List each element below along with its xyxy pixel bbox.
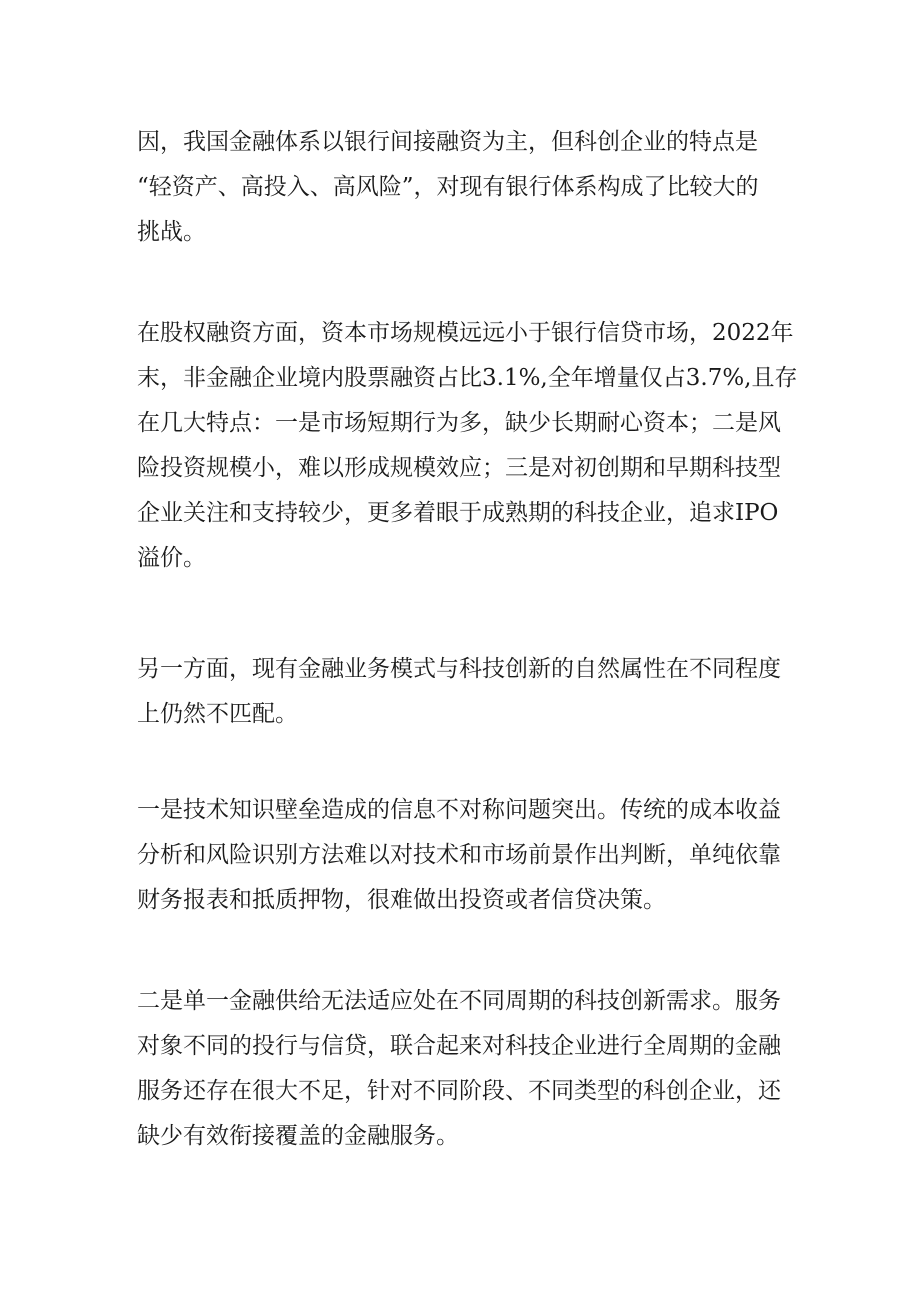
text-line: 上仍然不匹配。 [137, 701, 298, 727]
text-line: 溢价。 [137, 545, 206, 571]
text-line: 另一方面，现有金融业务模式与科技创新的自然属性在不同程度 [137, 656, 781, 682]
paragraph-single-supply [137, 979, 781, 1159]
paragraph-information-asymmetry [137, 788, 781, 923]
text-line: 服务还存在很大不足，针对不同阶段、不同类型的科创企业，还 [137, 1078, 781, 1104]
text-line: 险投资规模小，难以形成规模效应；三是对初创期和早期科技型 [137, 455, 781, 481]
text-line: 因，我国金融体系以银行间接融资为主，但科创企业的特点是 [137, 129, 758, 155]
text-line: 分析和风险识别方法难以对技术和市场前景作出判断，单纯依靠 [137, 842, 781, 868]
paragraph-equity-financing [137, 311, 798, 581]
text-line: 缺少有效衔接覆盖的金融服务。 [137, 1123, 459, 1149]
text-line: 企业关注和支持较少，更多着眼于成熟期的科技企业，追求IPO [137, 500, 779, 526]
paragraph-business-model-mismatch [137, 647, 781, 737]
text-line: 在几大特点：一是市场短期行为多，缺少长期耐心资本；二是风 [137, 410, 781, 436]
text-line: 二是单一金融供给无法适应处在不同周期的科技创新需求。服务 [137, 988, 781, 1014]
text-line: 一是技术知识壁垒造成的信息不对称问题突出。传统的成本收益 [137, 797, 781, 823]
text-line: 挑战。 [137, 219, 206, 245]
paragraph-bank-financing [137, 120, 759, 255]
text-line: 在股权融资方面，资本市场规模远远小于银行信贷市场，2022年 [137, 320, 794, 346]
text-line: 财务报表和抵质押物，很难做出投资或者信贷决策。 [137, 887, 666, 913]
text-line: 对象不同的投行与信贷，联合起来对科技企业进行全周期的金融 [137, 1033, 781, 1059]
text-line: 末，非金融企业境内股票融资占比3.1%,全年增量仅占3.7%,且存 [137, 365, 798, 391]
text-line: “轻资产、高投入、高风险”，对现有银行体系构成了比较大的 [137, 174, 759, 200]
